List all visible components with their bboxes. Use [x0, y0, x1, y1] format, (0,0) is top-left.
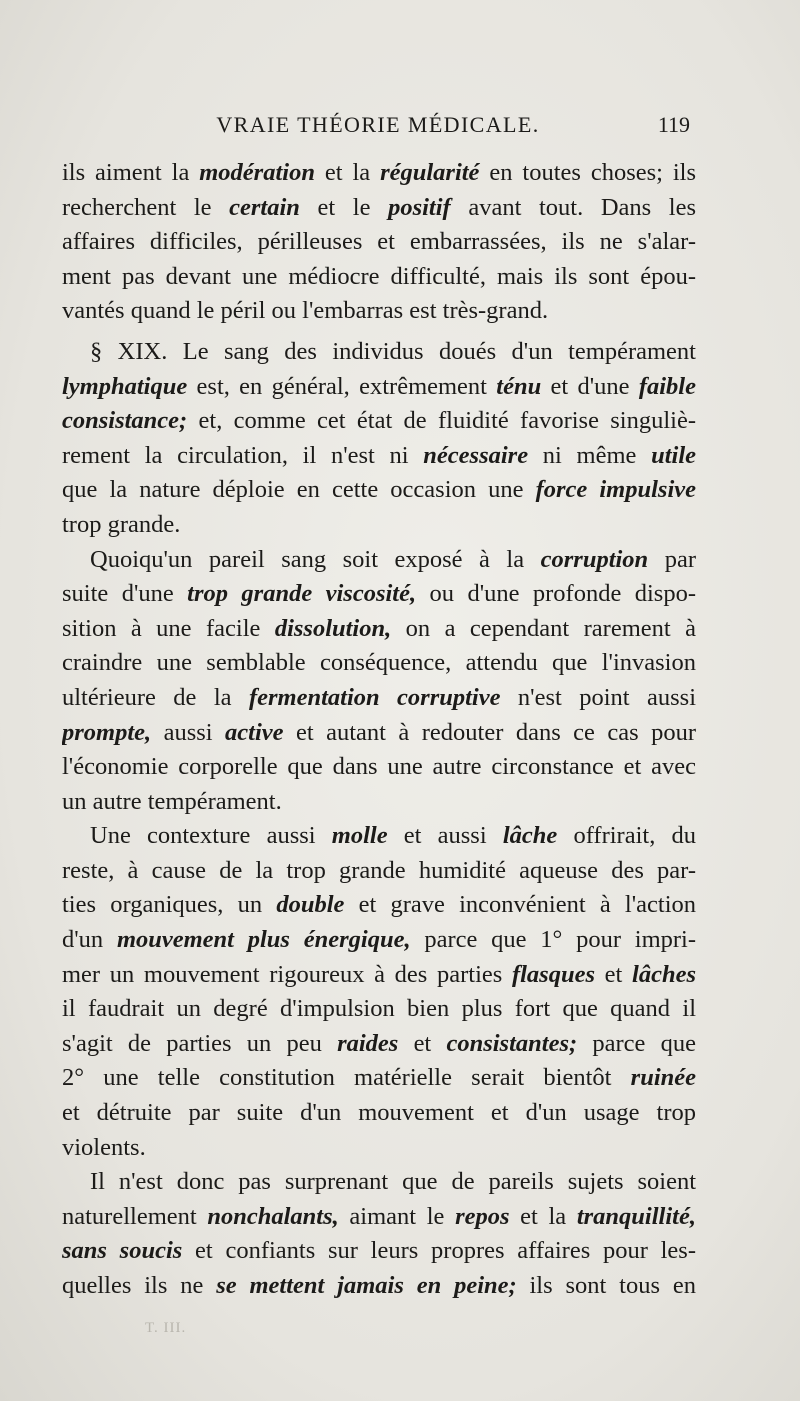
text-segment: est, en général, extrêmement [187, 372, 497, 400]
text-segment: et la [314, 159, 381, 186]
text-segment: Quoiqu'un pareil sang soit exposé à la [90, 545, 541, 573]
emphasis-text: mouvement plus énergique, [116, 926, 411, 954]
text-segment: trop grande. [62, 510, 181, 538]
emphasis-text: lâches [632, 960, 696, 988]
text-segment: § XIX. Le sang des individus doués d'un tempérament [90, 337, 696, 365]
text-segment: avant tout. Dans les [450, 193, 696, 221]
text-segment: et [398, 1029, 447, 1057]
text-line [62, 404, 696, 439]
text-line [62, 1269, 696, 1304]
text-line [62, 923, 696, 958]
text-segment: affaires difficiles, périlleuses et embarrassées, ils ne s'alar- [62, 228, 696, 256]
text-line [62, 1027, 696, 1062]
emphasis-text: nonchalants, [207, 1202, 339, 1230]
text-segment: Il n'est donc pas surprenant que de pareils sujets soient [90, 1168, 696, 1196]
text-segment: aussi [151, 718, 226, 746]
emphasis-text: tranquillité, [576, 1202, 696, 1230]
text-segment: sition à une facile [62, 614, 275, 642]
text-segment: ultérieure de la [62, 683, 249, 711]
text-line [62, 888, 696, 923]
text-line [62, 785, 696, 820]
text-line [62, 681, 696, 716]
emphasis-text: fermentation corruptive [248, 683, 501, 711]
text-line [62, 1061, 696, 1096]
text-line [62, 958, 696, 993]
text-segment: et la [509, 1202, 577, 1230]
emphasis-text: sans soucis [62, 1237, 183, 1265]
text-line [62, 473, 696, 508]
emphasis-text: flasques [511, 960, 596, 988]
text-segment: mer un mouvement rigoureux à des parties [62, 960, 512, 988]
text-segment: Une contexture aussi [90, 822, 332, 850]
text-line [62, 156, 696, 191]
text-line [62, 191, 696, 226]
emphasis-text: active [225, 718, 284, 746]
text-segment: naturellement [62, 1202, 208, 1230]
emphasis-text: repos [455, 1202, 510, 1230]
text-line [62, 1131, 696, 1166]
emphasis-text: faible [638, 372, 696, 400]
emphasis-text: double [276, 891, 345, 919]
body-text [62, 156, 696, 1304]
text-segment: on a cependant rarement à [391, 614, 696, 642]
text-segment: et grave inconvénient à l'action [344, 891, 696, 919]
text-segment: ni même [528, 441, 652, 469]
text-line [62, 1096, 696, 1131]
text-segment: et d'une [541, 372, 639, 400]
emphasis-text: se mettent jamais en peine; [216, 1272, 517, 1299]
text-segment: reste, à cause de la trop grande humidité aqueuse des par- [62, 856, 696, 884]
text-line [62, 335, 696, 370]
text-segment: ils sont tous en [516, 1272, 696, 1299]
emphasis-text: force impulsive [535, 476, 696, 504]
text-line [62, 1200, 696, 1235]
text-segment: d'un [62, 926, 117, 954]
text-line [62, 854, 696, 889]
text-line [62, 543, 696, 578]
emphasis-text: consistance; [62, 407, 188, 435]
emphasis-text: certain [229, 193, 300, 221]
text-segment: n'est point aussi [500, 683, 696, 711]
text-line [62, 646, 696, 681]
text-line [62, 225, 696, 260]
text-segment: et détruite par suite d'un mouvement et d'un usage trop [62, 1099, 696, 1127]
text-line [62, 439, 696, 474]
emphasis-text: ruinée [630, 1064, 696, 1092]
text-line [62, 260, 696, 295]
text-segment: ties organiques, un [62, 891, 277, 919]
text-line [62, 370, 696, 405]
text-segment: aimant le [338, 1202, 456, 1230]
text-segment: vantés quand le péril ou l'embarras est très-grand. [62, 297, 549, 325]
text-line [62, 508, 696, 543]
text-segment: violents. [62, 1133, 146, 1161]
emphasis-text: raides [337, 1029, 399, 1057]
text-segment: et aussi [387, 822, 503, 850]
page-header [62, 112, 694, 148]
text-line [62, 992, 696, 1027]
text-segment: ils aiment la [62, 159, 200, 186]
text-segment: ment pas devant une médiocre difficulté, mais ils sont épou- [62, 262, 696, 290]
text-segment: que la nature déploie en cette occasion une [62, 476, 536, 504]
text-line [62, 819, 696, 854]
text-segment: et [595, 960, 633, 988]
text-segment: il faudrait un degré d'impulsion bien plus fort que quand il [62, 995, 696, 1023]
emphasis-text: lâche [502, 822, 558, 850]
page-number: 119 [657, 112, 690, 137]
text-line [62, 577, 696, 612]
text-segment: suite d'une [62, 580, 188, 608]
emphasis-text: modération [199, 159, 315, 186]
text-segment: s'agit de parties un peu [62, 1029, 338, 1057]
text-segment: et le [299, 193, 389, 221]
emphasis-text: dissolution, [274, 614, 392, 642]
emphasis-text: positif [388, 193, 451, 221]
text-segment: et, comme cet état de fluidité favorise singuliè- [187, 407, 696, 435]
emphasis-text: prompte, [62, 718, 152, 746]
text-line [62, 716, 696, 751]
signature-mark: T. III. [145, 1320, 187, 1336]
emphasis-text: ténu [496, 372, 542, 400]
text-line [62, 1165, 696, 1200]
text-segment: l'économie corporelle que dans une autre circonstance et avec [62, 753, 696, 781]
emphasis-text: utile [651, 441, 696, 469]
text-segment: parce que 1° pour impri- [410, 926, 696, 954]
text-segment: un autre tempérament. [62, 787, 282, 815]
text-segment: et autant à redouter dans ce cas pour [283, 718, 696, 746]
text-segment: 2° une telle constitution matérielle serait bientôt [62, 1064, 631, 1092]
emphasis-text: consistantes; [446, 1029, 578, 1057]
text-segment: rement la circulation, il n'est ni [62, 441, 424, 469]
text-segment: en toutes choses; ils [479, 159, 696, 186]
text-line [62, 750, 696, 785]
text-segment: parce que [577, 1029, 696, 1057]
text-line [62, 1234, 696, 1269]
text-line [62, 294, 696, 329]
emphasis-text: trop grande viscosité, [187, 580, 417, 608]
text-segment: par [648, 545, 696, 573]
text-segment: craindre une semblable conséquence, attendu que l'invasion [62, 649, 696, 677]
emphasis-text: molle [331, 822, 388, 850]
emphasis-text: régularité [380, 159, 480, 186]
text-segment: quelles ils ne [62, 1272, 217, 1299]
emphasis-text: nécessaire [423, 441, 529, 469]
emphasis-text: corruption [540, 545, 649, 573]
text-segment: offrirait, du [557, 822, 696, 850]
text-line [62, 612, 696, 647]
running-title: VRAIE THÉORIE MÉDICALE. [216, 112, 540, 137]
text-segment: ou d'une profonde dispo- [416, 580, 696, 608]
text-segment: et confiants sur leurs propres affaires pour les- [182, 1237, 696, 1265]
emphasis-text: lymphatique [62, 372, 188, 400]
text-segment: recherchent le [62, 193, 230, 221]
